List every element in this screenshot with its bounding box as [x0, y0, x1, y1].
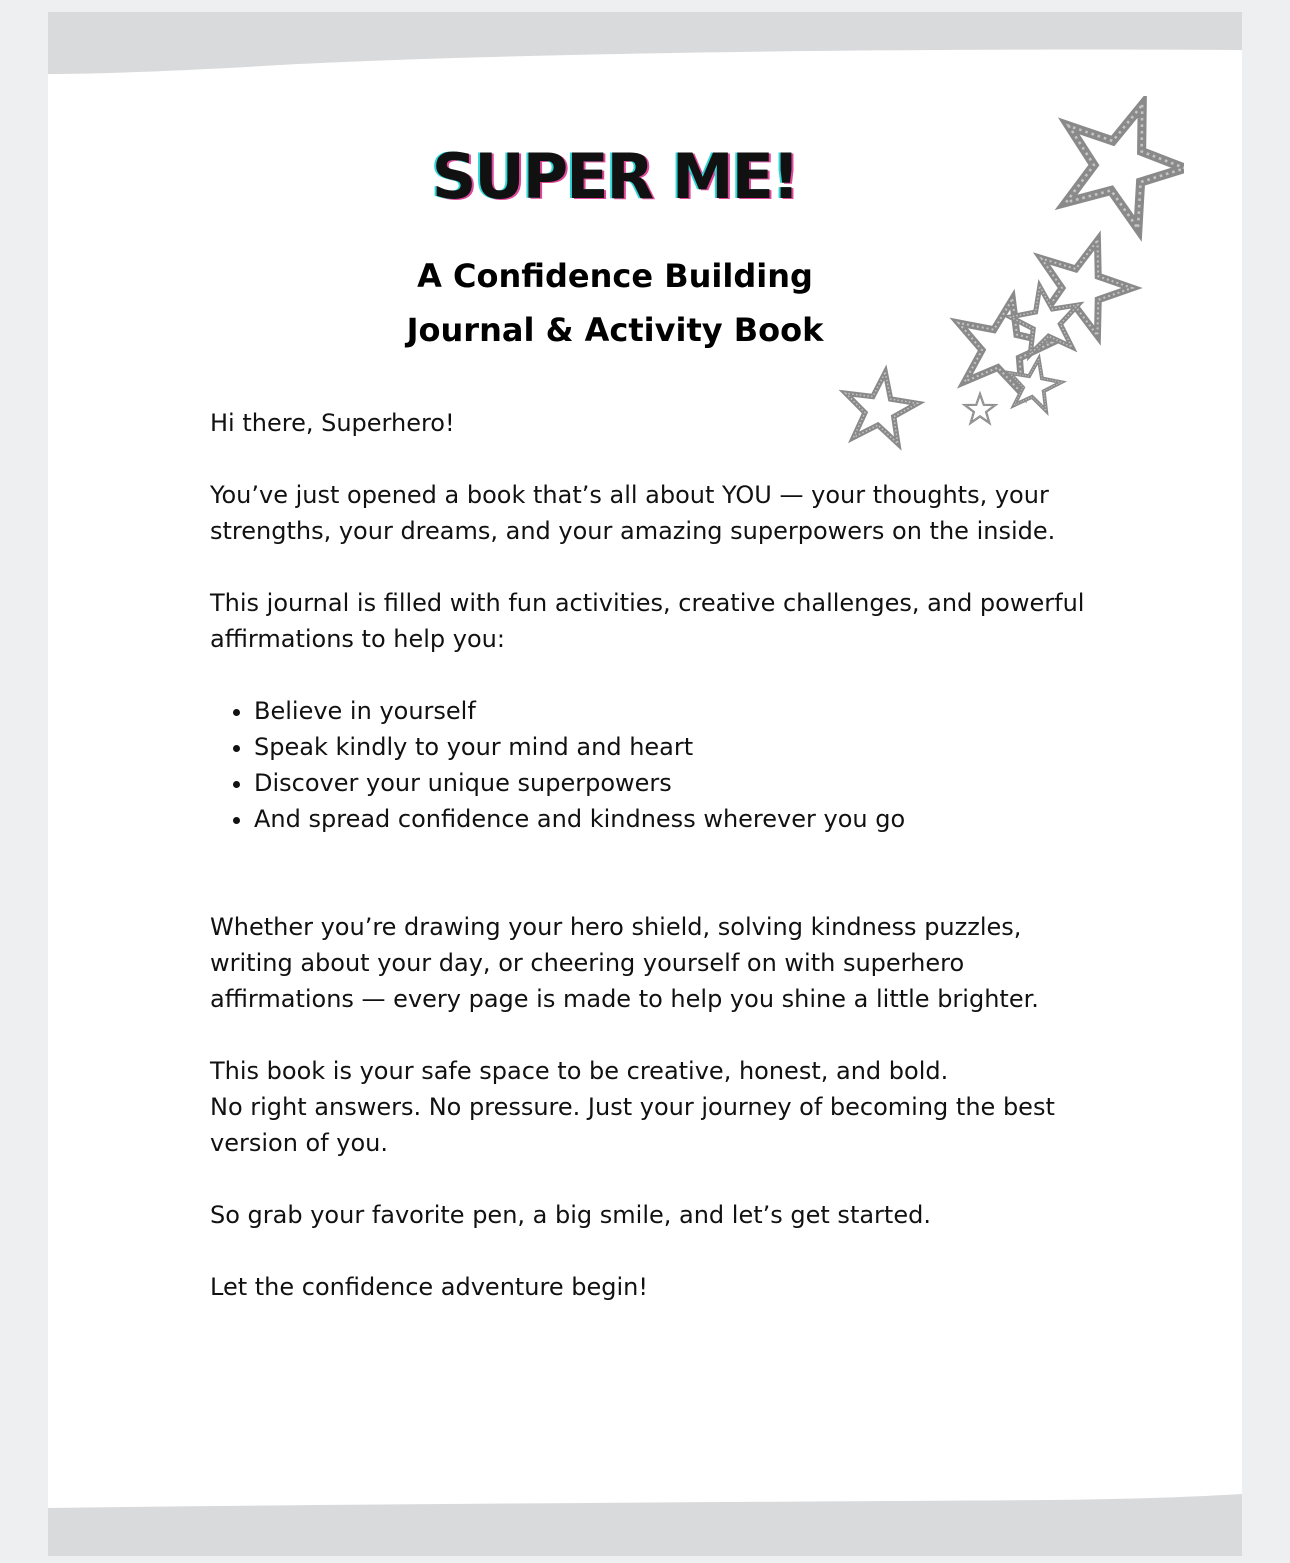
document-page	[48, 12, 1242, 1556]
top-gray-band	[48, 12, 1242, 102]
letter-body	[210, 405, 1090, 1305]
bottom-gray-band	[48, 1486, 1242, 1556]
get-started-paragraph: So grab your favorite pen, a big smile, and let’s get started.	[210, 1201, 931, 1229]
safe-space-line-1: This book is your safe space to be creative, honest, and bold.	[210, 1057, 949, 1085]
glitter-stars-icon	[784, 96, 1184, 456]
list-item: • Discover your unique superpowers	[254, 765, 1090, 801]
benefits-list	[210, 693, 1090, 837]
star-large-top	[1044, 96, 1184, 237]
subtitle-line-1: A Confidence Building	[417, 257, 813, 295]
list-item: • Believe in yourself	[254, 693, 1090, 729]
closing-line: Let the confidence adventure begin!	[210, 1273, 648, 1301]
list-item: • Speak kindly to your mind and heart	[254, 729, 1090, 765]
activities-paragraph: Whether you’re drawing your hero shield, solving kindness puzzles, writing about your day, or cheering yourself on with superhero affirmations — every page is made to help you shine a little brighter.	[210, 913, 1039, 1013]
stars-illustration	[784, 96, 1184, 456]
greeting: Hi there, Superhero!	[210, 409, 455, 437]
list-item: • And spread confidence and kindness wherever you go	[254, 801, 1090, 837]
purpose-paragraph: This journal is filled with fun activities, creative challenges, and powerful affirmations to help you:	[210, 589, 1085, 653]
intro-paragraph: You’ve just opened a book that’s all about YOU — your thoughts, your strengths, your dreams, and your amazing superpowers on the inside.	[210, 481, 1056, 545]
subtitle-line-2: Journal & Activity Book	[406, 311, 824, 349]
safe-space-line-2: No right answers. No pressure. Just your journey of becoming the best version of you.	[210, 1093, 1055, 1157]
page-title: SUPER ME!	[431, 140, 799, 213]
